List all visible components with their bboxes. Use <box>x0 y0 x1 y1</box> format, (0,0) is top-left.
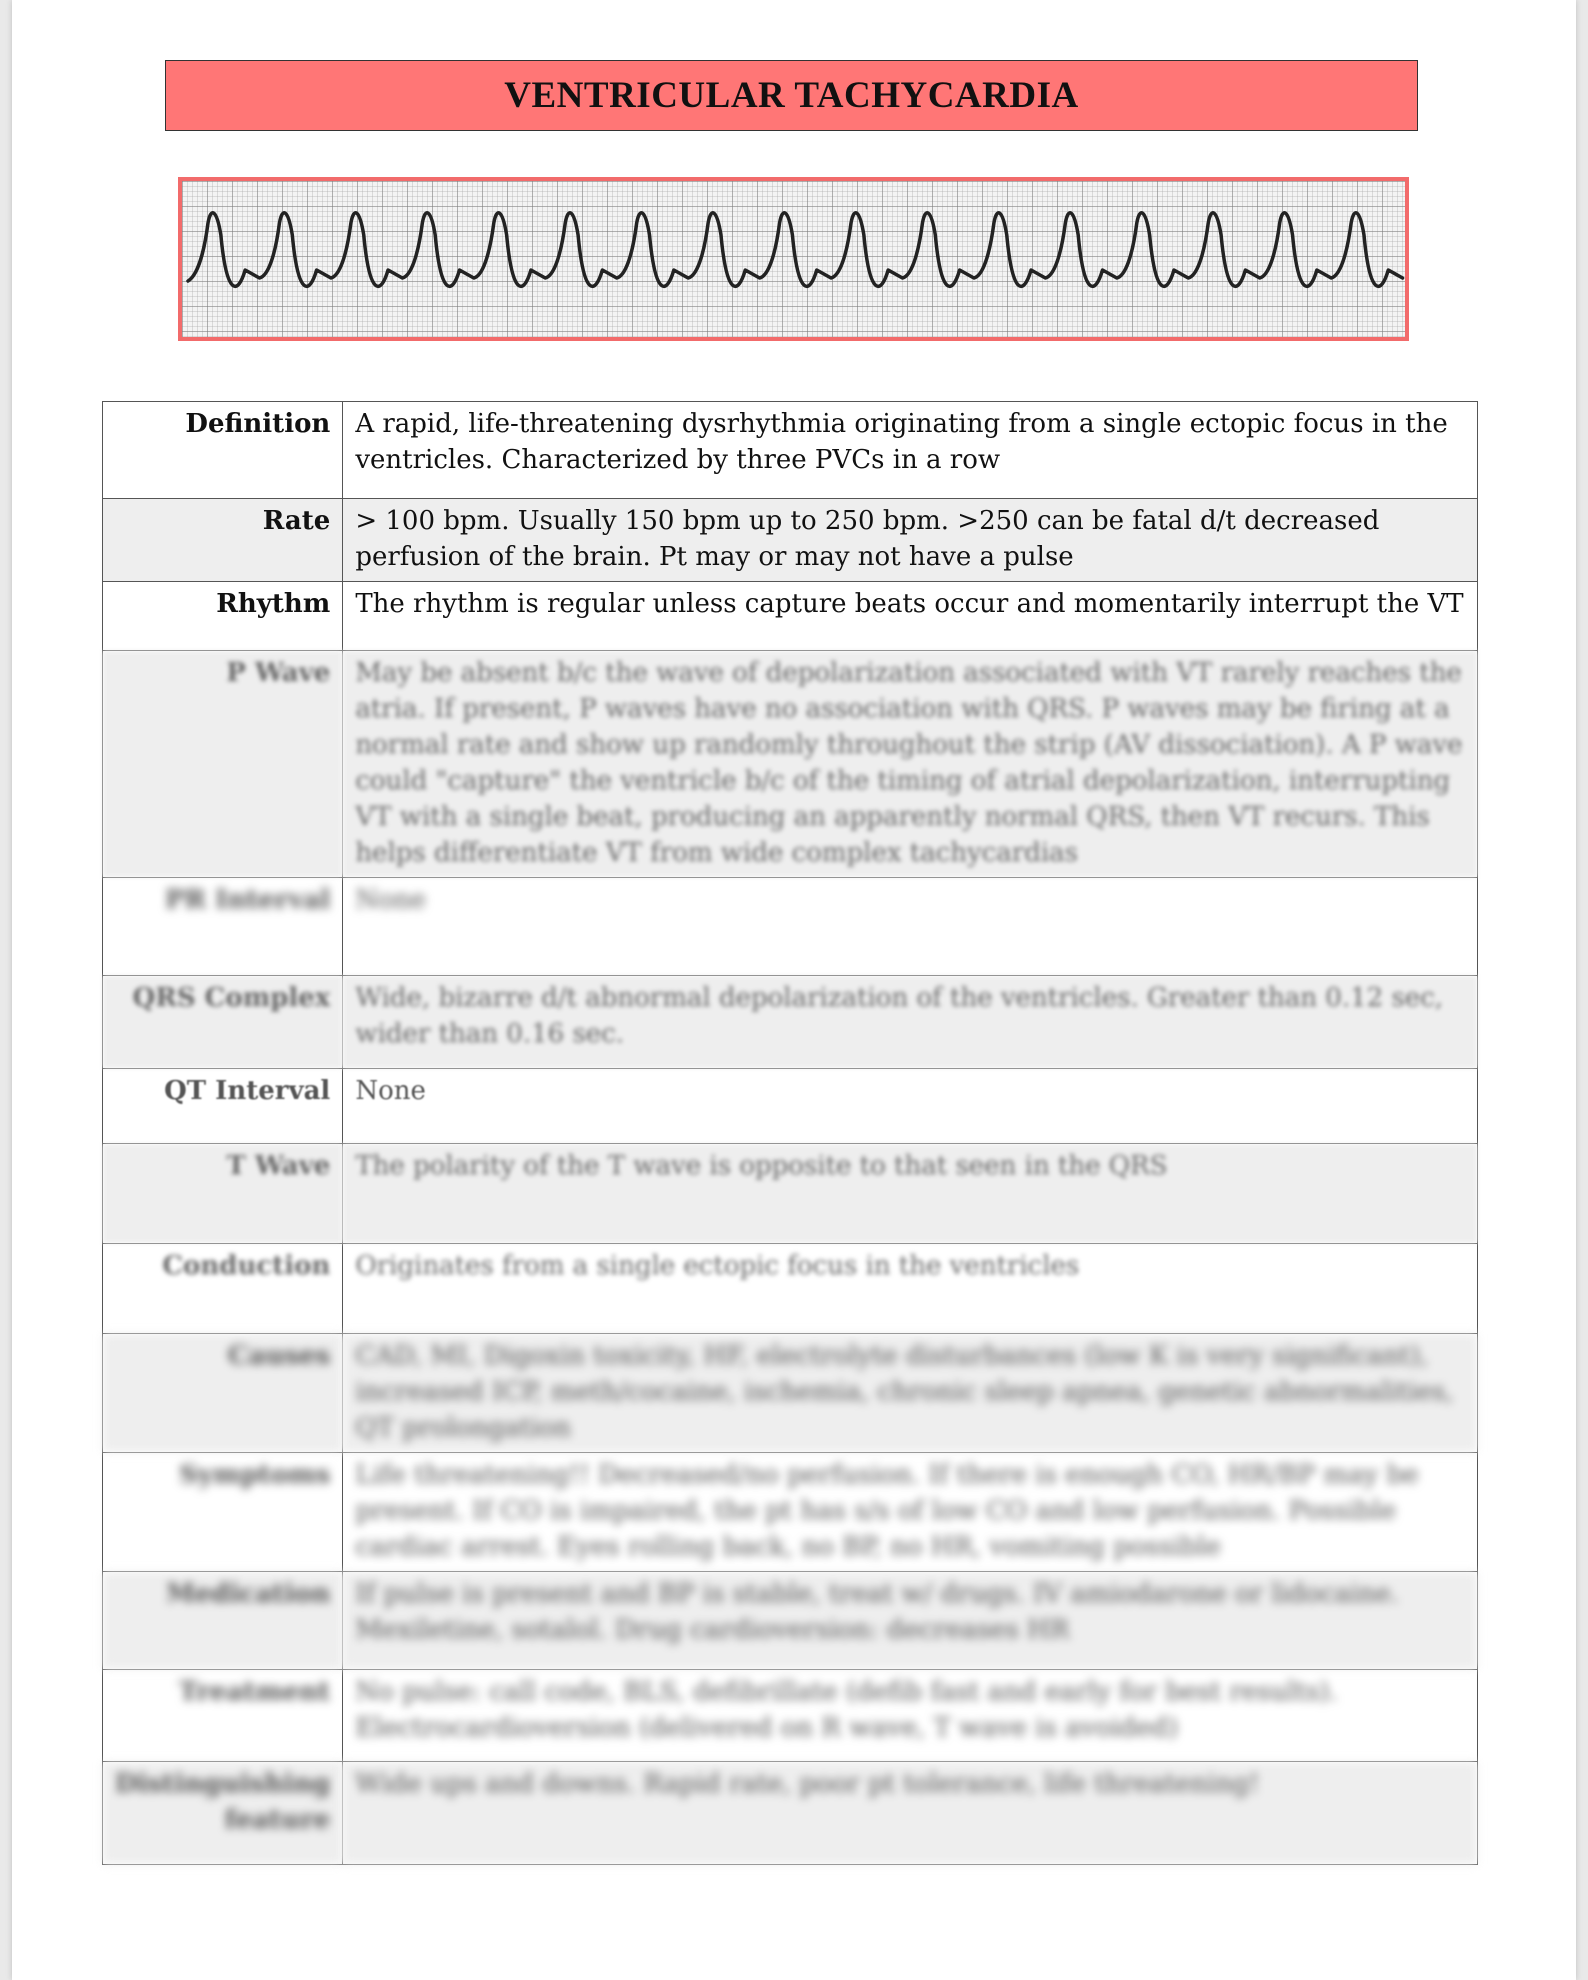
row-label: QT Interval <box>103 1069 343 1144</box>
table-row <box>103 976 1478 1069</box>
row-label: QRS Complex <box>103 976 343 1069</box>
row-label: T Wave <box>103 1144 343 1244</box>
page-title: VENTRICULAR TACHYCARDIA <box>504 75 1079 116</box>
row-value: A rapid, life-threatening dysrhythmia originating from a single ectopic focus in the ventricles. Characterized by three PVCs in a row <box>343 402 1478 499</box>
row-value: The polarity of the T wave is opposite to that seen in the QRS <box>343 1144 1478 1244</box>
row-label: Distinguishing feature <box>103 1762 343 1865</box>
row-value: If pulse is present and BP is stable, treat w/ drugs. IV amiodarone or lidocaine. Mexiletine, sotalol. Drug cardioversion: decreases HR <box>343 1572 1478 1670</box>
row-label: PR Interval <box>103 878 343 976</box>
table-row <box>103 1670 1478 1762</box>
row-value: Life threatening!! Decreased/no perfusion. If there is enough CO, HR/BP may be present. If CO is impaired, the pt has s/s of low CO and low perfusion. Possible cardiac arrest. Eyes rolling back, no BP, no HR, vomiting possible <box>343 1453 1478 1572</box>
row-value: None <box>343 1069 1478 1144</box>
row-label: Conduction <box>103 1244 343 1334</box>
table-row <box>103 1244 1478 1334</box>
table-row <box>103 1069 1478 1144</box>
row-value: Wide ups and downs. Rapid rate, poor pt tolerance, life threatening! <box>343 1762 1478 1865</box>
row-label: Definition <box>103 402 343 499</box>
table-row <box>103 582 1478 651</box>
rhythm-info-table <box>102 401 1478 1865</box>
table-row <box>103 878 1478 976</box>
table-row <box>103 1453 1478 1572</box>
table-row <box>103 1762 1478 1865</box>
row-label: Rhythm <box>103 582 343 651</box>
row-label: Symptoms <box>103 1453 343 1572</box>
row-value: CAD, MI, Digoxin toxicity, HF, electrolyte disturbances (low K is very significant), increased ICP, meth/cocaine, ischemia, chronic sleep apnea, genetic abnormalities, QT prolongation <box>343 1334 1478 1453</box>
row-value: Originates from a single ectopic focus in the ventricles <box>343 1244 1478 1334</box>
title-banner <box>165 60 1418 131</box>
row-value: None <box>343 878 1478 976</box>
table-row <box>103 1144 1478 1244</box>
table-row <box>103 1334 1478 1453</box>
row-label: P Wave <box>103 651 343 878</box>
row-label: Medication <box>103 1572 343 1670</box>
table-row <box>103 499 1478 582</box>
row-label: Treatment <box>103 1670 343 1762</box>
row-value: The rhythm is regular unless capture beats occur and momentarily interrupt the VT <box>343 582 1478 651</box>
table-row <box>103 651 1478 878</box>
row-value: No pulse: call code, BLS, defibrillate (defib fast and early for best results). Electrocardioversion (delivered on R wave, T wave is avoided) <box>343 1670 1478 1762</box>
row-label: Causes <box>103 1334 343 1453</box>
document-page <box>12 0 1576 1980</box>
ecg-waveform-icon <box>182 181 1405 337</box>
ecg-strip <box>178 177 1409 341</box>
row-label: Rate <box>103 499 343 582</box>
row-value: Wide, bizarre d/t abnormal depolarization of the ventricles. Greater than 0.12 sec, wider than 0.16 sec. <box>343 976 1478 1069</box>
row-value: May be absent b/c the wave of depolarization associated with VT rarely reaches the atria. If present, P waves have no association with QRS. P waves may be firing at a normal rate and show up randomly throughout the strip (AV dissociation). A P wave could "capture" the ventricle b/c of the timing of atrial depolarization, interrupting VT with a single beat, producing an apparently normal QRS, then VT recurs. This helps differentiate VT from wide complex tachycardias <box>343 651 1478 878</box>
row-value: > 100 bpm. Usually 150 bpm up to 250 bpm. >250 can be fatal d/t decreased perfusion of the brain. Pt may or may not have a pulse <box>343 499 1478 582</box>
table-row <box>103 1572 1478 1670</box>
table-row <box>103 402 1478 499</box>
